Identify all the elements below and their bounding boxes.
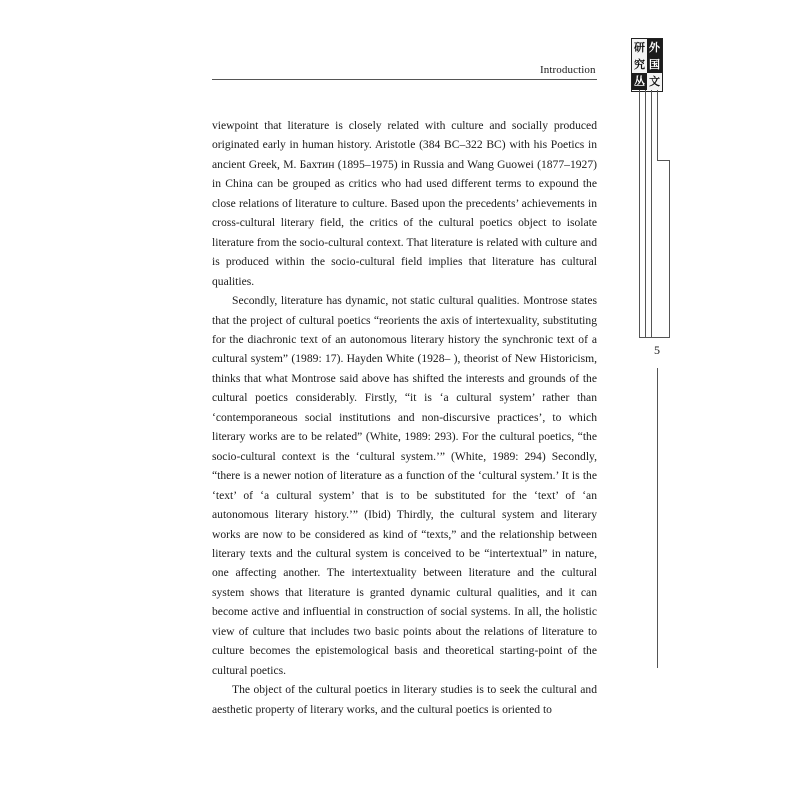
thumb-index-line	[639, 90, 640, 337]
thumb-index-line	[657, 368, 658, 668]
thumb-index-line	[657, 160, 669, 161]
body-text	[212, 116, 597, 719]
thumb-index-line	[651, 90, 652, 337]
paragraph: Secondly, literature has dynamic, not static cultural qualities. Montrose states that the project of cultural poetics “reorients the axis of intertexuality, substituting for the diachronic text of an autonomous literary history the synchronic text of a cultural system” (1989: 17). Hayden White (1928– ), theorist of New Historicism, thinks that what Montrose said above has shifted the interests and grounds of the cultural poetics considerably. Firstly, “it is ‘a cultural system’ rather than ‘contemporaneous social institutions and non-discursive practices’, to which literary works are to be related” (White, 1989: 293). For the cultural poetics, “the socio-cultural context is the ‘cultural system.’” (White, 1989: 294) Secondly, “there is a newer notion of literature as a function of the ‘cultural system.’ It is the ‘text’ of ‘a cultural system’ that is to be substituted for the ‘text’ of ‘an autonomous literary history.’” (Ibid) Thirdly, the cultural system and literary works are now to be considered as kind of “texts,” and the relationship between literary texts and the cultural system is conceived to be “intertextual” in nature, one affecting another. The intertextuality between literature and the cultural system shows that literature is granted dynamic cultural qualities, and it can become active and influential in construction of social systems. In all, the holistic view of culture that includes two basic points about the relations of literature to culture becomes the epistemological basis and theoretical starting-point of the cultural poetics.	[212, 294, 597, 677]
paragraph: The object of the cultural poetics in literary studies is to seek the cultural and aesthetic property of literary works, and the cultural poetics is oriented to	[212, 683, 597, 716]
logo-char: 究	[634, 58, 645, 71]
logo-char: 研	[634, 41, 645, 54]
thumb-index-line	[645, 90, 646, 337]
thumb-index-line	[639, 337, 670, 338]
logo-char: 文	[649, 75, 660, 88]
thumb-index-line	[669, 160, 670, 337]
thumb-index-line	[657, 90, 658, 160]
series-logo	[631, 38, 663, 92]
logo-char: 外	[649, 41, 660, 54]
logo-char: 国	[649, 58, 660, 71]
header-rule	[212, 79, 597, 80]
logo-char: 丛	[634, 75, 645, 88]
page-number: 5	[654, 343, 660, 357]
paragraph: viewpoint that literature is closely related with culture and socially produced originated early in human history. Aristotle (384 BC–322 BC) with his Poetics in ancient Greek, М. Бахтин (1895–1975) in Russia and Wang Guowei (1877–1927) in China can be grouped as critics who had used different terms to expound the close relations of literature to culture. Based upon the precedents’ achievements in cross-cultural literary field, the critics of the cultural poetics object to isolate literature from the socio-cultural context. That literature is related with culture and is produced within the socio-cultural field implies that literature has cultural qualities.	[212, 119, 597, 288]
running-header: Introduction	[540, 64, 596, 76]
